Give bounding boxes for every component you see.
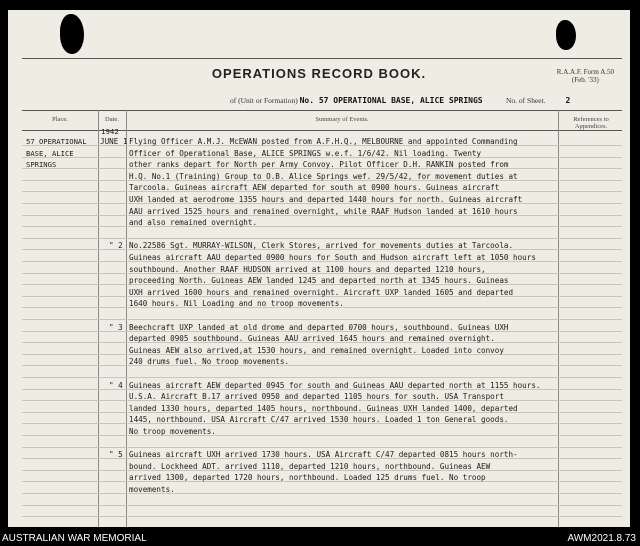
ruled-line xyxy=(22,377,622,378)
entry-line: 1445, northbound. USA Aircraft C/47 arrived 1530 hours. Loaded 1 ton General goods. xyxy=(129,415,509,425)
entry-line: departed 0905 southbound. Guineas AAU arrived 1645 hours and remained overnight. xyxy=(129,334,495,344)
entry-line: AAU arrived 1525 hours and remained overnight, while RAAF Hudson landed at 1610 hours xyxy=(129,206,518,216)
header-date: Date. xyxy=(105,116,119,123)
document-title: OPERATIONS RECORD BOOK. xyxy=(211,66,427,81)
entry-line: Guineas AEW also arrived,at 1530 hours, and remained overnight. Loaded into convoy xyxy=(129,345,504,355)
ruled-line xyxy=(22,447,622,448)
entry-line: H.Q. No.1 (Training) Group to O.B. Alice Springs wef. 29/5/42, for movement duties at xyxy=(129,171,518,181)
header-references: References to Appendices. xyxy=(573,116,609,130)
entry-date: " 5 xyxy=(109,450,123,460)
entry-date: " 2 xyxy=(109,241,123,251)
entry-line: movements. xyxy=(129,485,175,494)
footer-accession-number: AWM2021.8.73 xyxy=(567,533,636,544)
unit-name: No. 57 OPERATIONAL BASE, ALICE SPRINGS xyxy=(299,96,483,105)
entry-line: U.S.A. Aircraft B.17 arrived 0950 and departed 1105 hours for south. USA Transport xyxy=(129,392,504,402)
entry-line: UXH landed at aerodrome 1355 hours and departed 1440 hours for north. Guineas aircraft xyxy=(129,195,523,204)
entry-line: and also remained overnight. xyxy=(129,218,258,228)
entry-line: Beechcraft UXP landed at old drome and departed 0700 hours, southbound. Guineas UXH xyxy=(129,322,509,332)
unit-line xyxy=(230,96,483,105)
entry-line: Guineas aircraft UXH arrived 1730 hours. USA Aircraft C/47 departed 0815 hours north- xyxy=(129,450,518,460)
entry-date: " 3 xyxy=(109,322,123,332)
header-top-line xyxy=(22,110,622,111)
form-number-text: R.A.A.F. Form A.50 xyxy=(556,68,614,76)
entry-line: proceeding North. Guineas AEW landed 1245 and departed north at 1345 hours. Guineas xyxy=(129,276,509,286)
top-border-line xyxy=(22,58,622,59)
entry-line: other ranks depart for North per Army Convoy. Pilot Officer D.H. RANKIN posted from xyxy=(129,160,509,170)
entry-line: Guineas aircraft AEW departed 0945 for south and Guineas AAU departed north at 1155 hours. xyxy=(129,380,541,390)
entry-line: 240 drums fuel. No troop movements. xyxy=(129,357,290,367)
header-summary: Summary of Events. xyxy=(315,116,369,123)
entry-line: Flying Officer A.M.J. McEWAN posted from A.F.H.Q., MELBOURNE and appointed Commanding xyxy=(129,137,518,146)
form-edition-text: (Feb. '33) xyxy=(571,76,599,84)
entry-line: No troop movements. xyxy=(129,427,216,436)
ruled-line xyxy=(22,493,622,494)
punched-hole-right xyxy=(556,20,576,50)
punched-hole-left xyxy=(60,14,84,54)
entry-line: UXH arrived 1600 hours and remained overnight. Aircraft UXP landed 1605 and departed xyxy=(129,287,514,297)
record-sheet xyxy=(8,10,630,527)
entry-line: landed 1330 hours, departed 1405 hours, northbound. Guineas UXH landed 1400, departed xyxy=(129,403,518,413)
form-number xyxy=(557,68,614,84)
place-line: SPRINGS xyxy=(26,160,57,170)
ruled-line xyxy=(22,516,622,517)
entry-line: No.22586 Sgt. MURRAY-WILSON, Clerk Stores, arrived for movements duties at Tarcoola. xyxy=(129,241,514,251)
ruled-line xyxy=(22,435,622,436)
ruled-line xyxy=(22,505,622,506)
entry-line: Guineas aircraft AAU departed 0900 hours for South and Hudson aircraft left at 1050 hours xyxy=(129,253,536,262)
footer-credit: AUSTRALIAN WAR MEMORIAL xyxy=(2,533,147,544)
ruled-line xyxy=(22,365,622,366)
entry-line: bound. Lockheed ADT. arrived 1110, departed 1210 hours, northbound. Guineas AEW xyxy=(129,461,491,471)
entry-line: Tarcoola. Guineas aircraft AEW departed for south at 0900 hours. Guineas aircraft xyxy=(129,183,500,193)
sheet-number: 2 xyxy=(565,96,571,105)
header-place: Place. xyxy=(52,116,68,123)
ruled-line xyxy=(22,238,622,239)
ruled-line xyxy=(22,226,622,227)
ruled-line xyxy=(22,319,622,320)
entry-line: southbound. Another RAAF HUDSON arrived at 1100 hours and departed 1210 hours, xyxy=(129,264,486,274)
entry-date: " 4 xyxy=(109,380,123,390)
place-line: BASE, ALICE xyxy=(26,148,74,158)
entry-line: Officer of Operational Base, ALICE SPRINGS w.e.f. 1/6/42. Nil loading. Twenty xyxy=(129,148,482,158)
year-label: 1942 xyxy=(101,127,119,136)
sheet-label: No. of Sheet. xyxy=(506,96,546,105)
entry-date: JUNE 1 xyxy=(100,137,128,146)
unit-label: of (Unit or Formation) xyxy=(230,96,298,105)
sheet-number-line xyxy=(506,96,570,105)
entry-line: 1640 hours. Nil Loading and no troop movements. xyxy=(129,299,344,309)
place-line: 57 OPERATIONAL xyxy=(26,137,87,146)
entry-line: arrived 1300, departed 1720 hours, northbound. Loaded 125 drums fuel. No troop xyxy=(129,473,486,483)
